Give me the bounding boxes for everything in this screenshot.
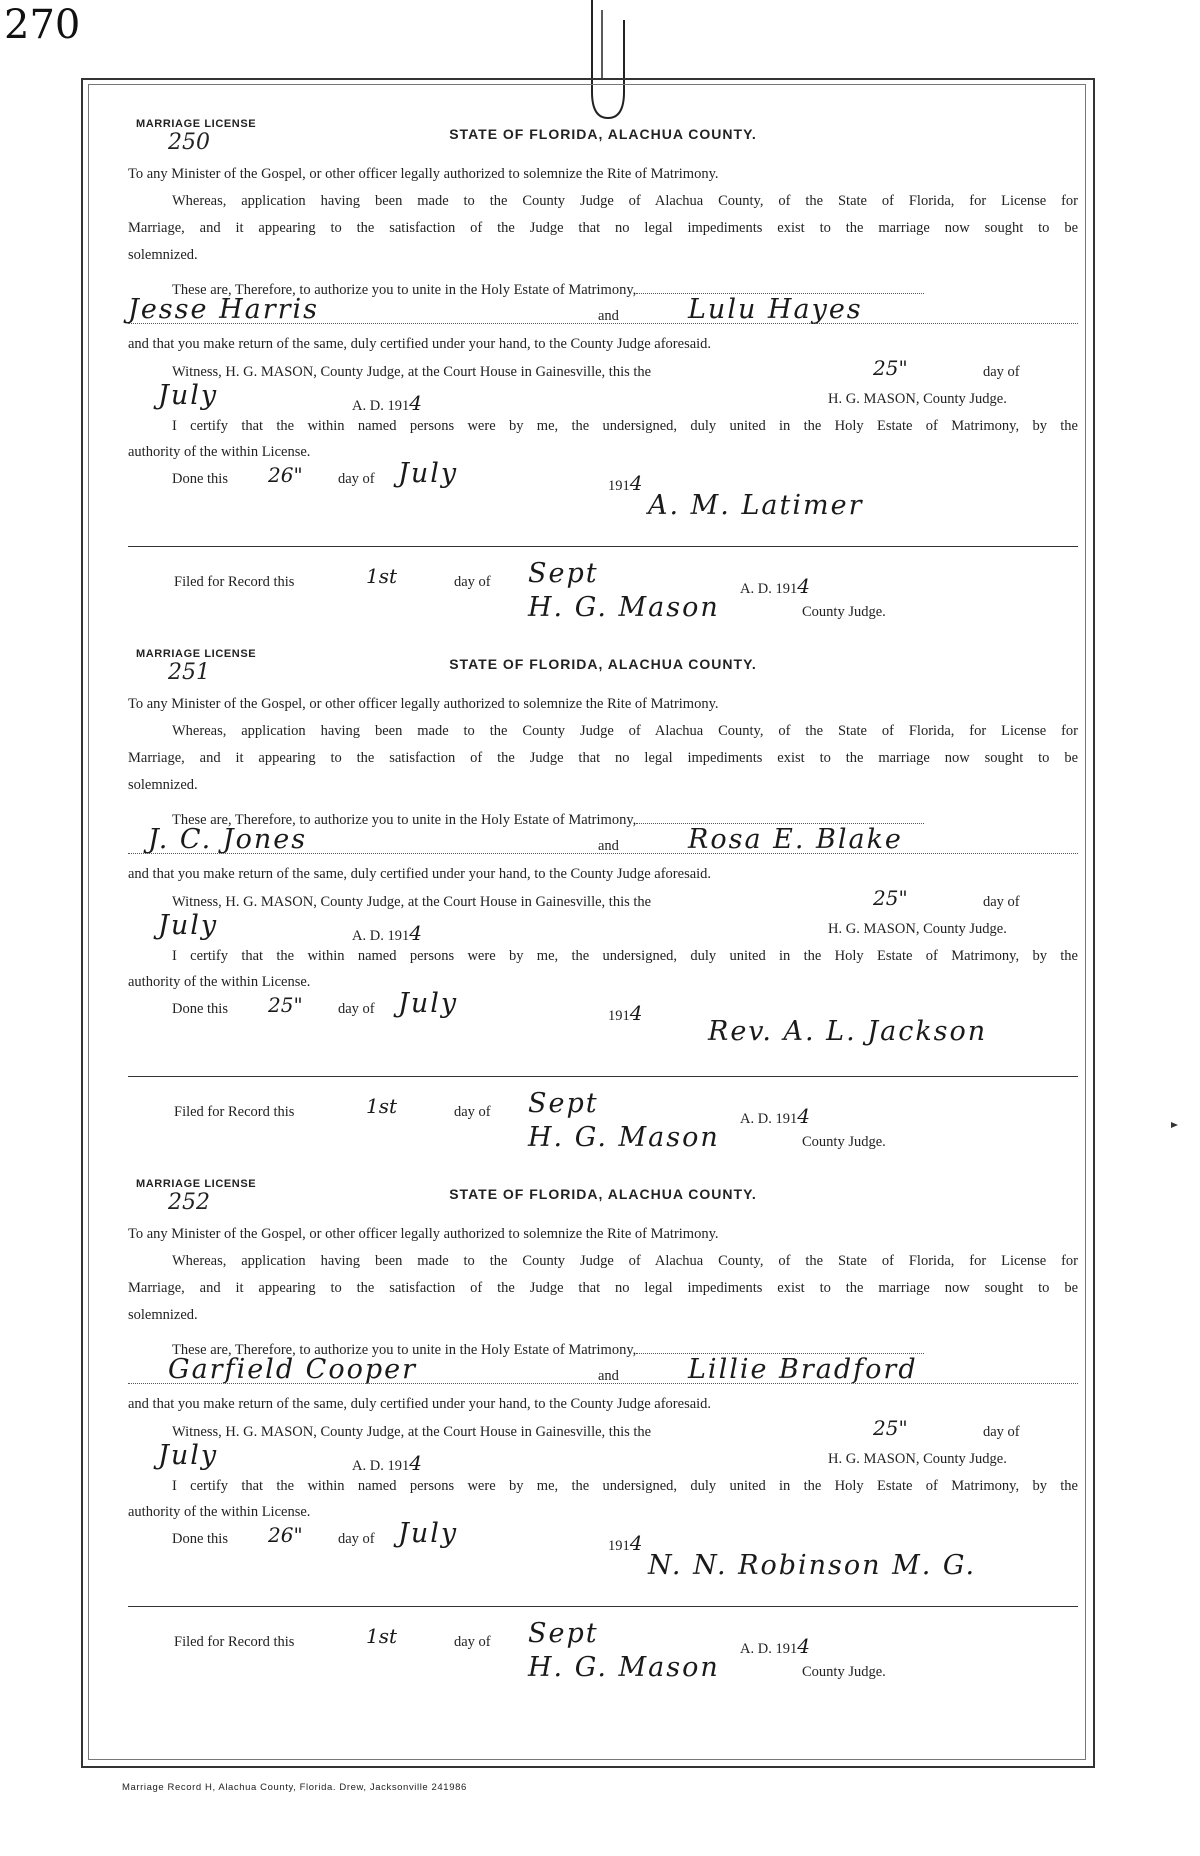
state-heading: STATE OF FLORIDA, ALACHUA COUNTY. [449,1186,757,1202]
county-judge-label: County Judge. [802,604,886,620]
witness-text: Witness, H. G. MASON, County Judge, at the Court House in Gainesville, this the [172,364,652,380]
judge-print-signature: H. G. MASON, County Judge. [828,921,1007,937]
filed-year [740,1634,810,1658]
certify-line-1: I certify that the within named persons were by me, the undersigned, duly united in the Holy Estate of Matrimony, by the [172,1478,1078,1494]
certify-line-1: I certify that the within named persons were by me, the undersigned, duly united in the Holy Estate of Matrimony, by the [172,418,1078,434]
done-day: 26" [268,1523,303,1547]
bride-name: Lillie Bradford [688,1354,918,1385]
filed-month: Sept [528,1618,599,1649]
ad-prefix: A. D. 191 [352,928,410,944]
done-this-label: Done this [172,1531,228,1547]
filed-month: Sept [528,1088,599,1119]
filed-day: 1st [366,1624,398,1648]
whereas-line-1: Whereas, application having been made to the County Judge of Alachua County, of the State of Florida, for License for [172,1253,1078,1269]
done-day: 26" [268,463,303,487]
witness-year-digit: 4 [409,391,422,415]
authorize-text: These are, Therefore, to authorize you to unite in the Holy Estate of Matrimony, [172,282,637,298]
license-label: MARRIAGE LICENSE [136,648,257,660]
day-of-word: day of [983,894,1020,910]
return-line: and that you make return of the same, duly certified under your hand, to the County Judge aforesaid. [128,866,712,882]
done-year [608,471,642,495]
filed-day: 1st [366,564,398,588]
witness-year-digit: 4 [409,1451,422,1475]
whereas-line-3: solemnized. [128,777,198,793]
officiant-signature: N. N. Robinson M. G. [648,1550,977,1581]
done-year [608,1531,642,1555]
record-divider [128,1076,1078,1077]
done-this-label: Done this [172,1001,228,1017]
whereas-line-2: Marriage, and it appearing to the satisfaction of the Judge that no legal impediments exist to the marriage now sought to be [128,220,1078,236]
filed-year [740,1104,810,1128]
judge-handwritten-signature: H. G. Mason [528,592,720,623]
witness-month: July [158,380,219,411]
whereas-line-3: solemnized. [128,1307,198,1323]
judge-print-signature: H. G. MASON, County Judge. [828,391,1007,407]
done-month: July [398,1518,459,1549]
county-judge-label: County Judge. [802,1134,886,1150]
certify-line-1: I certify that the within named persons were by me, the undersigned, duly united in the Holy Estate of Matrimony, by the [172,948,1078,964]
groom-name: Garfield Cooper [168,1354,418,1385]
year-prefix: 191 [608,1538,630,1554]
done-year-digit: 4 [629,1001,643,1025]
witness-day: 25" [873,886,908,910]
ad-prefix: A. D. 191 [352,398,410,414]
filed-year [740,574,810,598]
minister-line: To any Minister of the Gospel, or other officer legally authorized to solemnize the Rite of Matrimony. [128,696,719,712]
whereas-line-3: solemnized. [128,247,198,263]
return-line: and that you make return of the same, duly certified under your hand, to the County Judge aforesaid. [128,1396,712,1412]
witness-month: July [158,1440,219,1471]
bride-name: Rosa E. Blake [688,824,903,855]
witness-text: Witness, H. G. MASON, County Judge, at the Court House in Gainesville, this the [172,1424,652,1440]
day-of-word: day of [454,1104,491,1120]
page-number: 270 [4,2,81,48]
ad-prefix: A. D. 191 [352,1458,410,1474]
day-of-word: day of [454,574,491,590]
witness-year-digit: 4 [409,921,422,945]
minister-line: To any Minister of the Gospel, or other officer legally authorized to solemnize the Rite of Matrimony. [128,166,719,182]
done-year [608,1001,642,1025]
certify-line-2: authority of the within License. [128,444,311,460]
filed-month: Sept [528,558,599,589]
filed-year-digit: 4 [797,1634,810,1658]
witness-line [128,364,1078,381]
ad-year [352,1451,422,1475]
filed-for-record-label: Filed for Record this [174,1634,295,1650]
record-divider [128,1606,1078,1607]
witness-text: Witness, H. G. MASON, County Judge, at the Court House in Gainesville, this the [172,894,652,910]
filed-year-digit: 4 [797,574,810,598]
witness-month: July [158,910,219,941]
and-word: and [598,838,619,854]
groom-name: Jesse Harris [128,294,320,325]
license-label: MARRIAGE LICENSE [136,118,257,130]
done-year-digit: 4 [629,471,643,495]
done-month: July [398,458,459,489]
names-dotted-line [128,323,1078,324]
license-number: 250 [168,130,210,155]
officiant-signature: Rev. A. L. Jackson [708,1016,988,1047]
judge-handwritten-signature: H. G. Mason [528,1122,720,1153]
whereas-line-2: Marriage, and it appearing to the satisfaction of the Judge that no legal impediments exist to the marriage now sought to be [128,1280,1078,1296]
year-prefix: 191 [608,478,630,494]
done-day: 25" [268,993,303,1017]
certify-line-2: authority of the within License. [128,974,311,990]
certify-line-2: authority of the within License. [128,1504,311,1520]
groom-name: J. C. Jones [148,824,308,855]
state-heading: STATE OF FLORIDA, ALACHUA COUNTY. [449,126,757,142]
authorize-text: These are, Therefore, to authorize you to unite in the Holy Estate of Matrimony, [172,812,637,828]
license-label: MARRIAGE LICENSE [136,1178,257,1190]
filed-for-record-label: Filed for Record this [174,574,295,590]
judge-handwritten-signature: H. G. Mason [528,1652,720,1683]
witness-day: 25" [873,1416,908,1440]
ad-prefix: A. D. 191 [740,1641,798,1657]
names-dotted-line [128,853,1078,854]
margin-mark-icon [1170,1120,1180,1130]
authorize-text: These are, Therefore, to authorize you to unite in the Holy Estate of Matrimony, [172,1342,637,1358]
county-judge-label: County Judge. [802,1664,886,1680]
ad-year [352,391,422,415]
names-dotted-line [128,1383,1078,1384]
witness-day: 25" [873,356,908,380]
officiant-signature: A. M. Latimer [648,490,864,521]
done-year-digit: 4 [629,1531,643,1555]
filed-year-digit: 4 [797,1104,810,1128]
done-this-label: Done this [172,471,228,487]
ad-prefix: A. D. 191 [740,1111,798,1127]
and-word: and [598,308,619,324]
filed-day: 1st [366,1094,398,1118]
ad-prefix: A. D. 191 [740,581,798,597]
whereas-line-2: Marriage, and it appearing to the satisfaction of the Judge that no legal impediments exist to the marriage now sought to be [128,750,1078,766]
ad-year [352,921,422,945]
filed-for-record-label: Filed for Record this [174,1104,295,1120]
return-line: and that you make return of the same, duly certified under your hand, to the County Judge aforesaid. [128,336,712,352]
whereas-line-1: Whereas, application having been made to the County Judge of Alachua County, of the State of Florida, for License for [172,723,1078,739]
day-of-word: day of [338,1531,375,1547]
day-of-word: day of [983,364,1020,380]
printer-footer: Marriage Record H, Alachua County, Florida. Drew, Jacksonville 241986 [122,1782,467,1793]
witness-line [128,1424,1078,1441]
witness-line [128,894,1078,911]
day-of-word: day of [338,1001,375,1017]
done-month: July [398,988,459,1019]
whereas-line-1: Whereas, application having been made to the County Judge of Alachua County, of the State of Florida, for License for [172,193,1078,209]
and-word: and [598,1368,619,1384]
bride-name: Lulu Hayes [688,294,863,325]
year-prefix: 191 [608,1008,630,1024]
day-of-word: day of [338,471,375,487]
license-number: 252 [168,1190,210,1215]
license-number: 251 [168,660,210,685]
day-of-word: day of [454,1634,491,1650]
day-of-word: day of [983,1424,1020,1440]
state-heading: STATE OF FLORIDA, ALACHUA COUNTY. [449,656,757,672]
record-divider [128,546,1078,547]
minister-line: To any Minister of the Gospel, or other officer legally authorized to solemnize the Rite of Matrimony. [128,1226,719,1242]
judge-print-signature: H. G. MASON, County Judge. [828,1451,1007,1467]
